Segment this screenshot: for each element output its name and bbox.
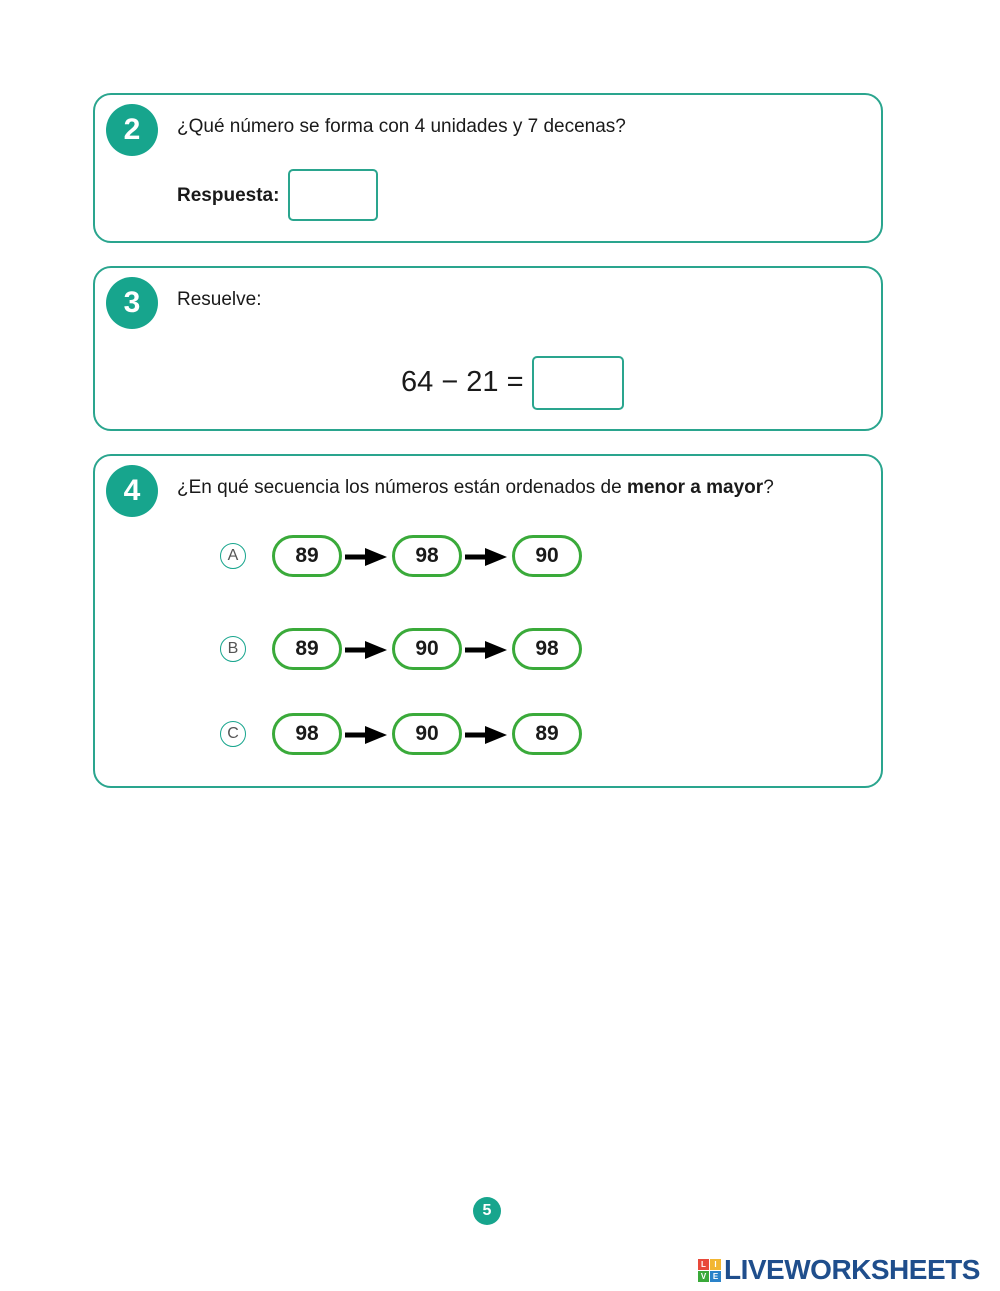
arrow-right-icon <box>465 640 507 660</box>
logo-mark-letter: L <box>698 1259 709 1270</box>
option-radio-a[interactable]: A <box>220 543 246 569</box>
option-c[interactable] <box>220 713 620 757</box>
question-number-badge: 2 <box>106 104 158 156</box>
question-4-card <box>93 454 883 788</box>
question-number-badge: 3 <box>106 277 158 329</box>
arrow-right-icon <box>465 547 507 567</box>
number-pill: 89 <box>272 535 342 577</box>
number-pill: 90 <box>392 628 462 670</box>
number-pill: 98 <box>272 713 342 755</box>
liveworksheets-logo <box>698 1255 980 1285</box>
arrow-right-icon <box>345 547 387 567</box>
number-pill: 98 <box>512 628 582 670</box>
option-a[interactable] <box>220 535 620 579</box>
number-pill: 90 <box>512 535 582 577</box>
question-text: Resuelve: <box>177 289 262 310</box>
page-number: 5 <box>473 1197 501 1225</box>
question-text-emphasis: menor a mayor <box>626 477 764 498</box>
logo-mark-letter: I <box>710 1259 721 1270</box>
number-pill: 98 <box>392 535 462 577</box>
number-pill: 89 <box>512 713 582 755</box>
answer-label: Respuesta: <box>177 185 280 206</box>
logo-mark-letter: E <box>710 1271 721 1282</box>
question-2-card <box>93 93 883 243</box>
answer-input[interactable] <box>532 356 624 410</box>
question-text-start: ¿En qué secuencia los números están ordenados de <box>177 477 627 498</box>
logo-mark-icon <box>698 1259 721 1282</box>
question-3-card <box>93 266 883 431</box>
arrow-right-icon <box>345 640 387 660</box>
arrow-right-icon <box>465 725 507 745</box>
option-b[interactable] <box>220 628 620 672</box>
question-number-badge: 4 <box>106 465 158 517</box>
question-text: ¿Qué número se forma con 4 unidades y 7 decenas? <box>177 116 626 137</box>
question-text-end: ? <box>763 477 774 498</box>
logo-mark-letter: V <box>698 1271 709 1282</box>
option-radio-c[interactable]: C <box>220 721 246 747</box>
answer-input[interactable] <box>288 169 378 221</box>
logo-text: LIVEWORKSHEETS <box>724 1254 980 1285</box>
number-pill: 90 <box>392 713 462 755</box>
number-pill: 89 <box>272 628 342 670</box>
arrow-right-icon <box>345 725 387 745</box>
option-radio-b[interactable]: B <box>220 636 246 662</box>
equation-text: 64 − 21 = <box>401 366 524 398</box>
question-text <box>177 477 774 499</box>
